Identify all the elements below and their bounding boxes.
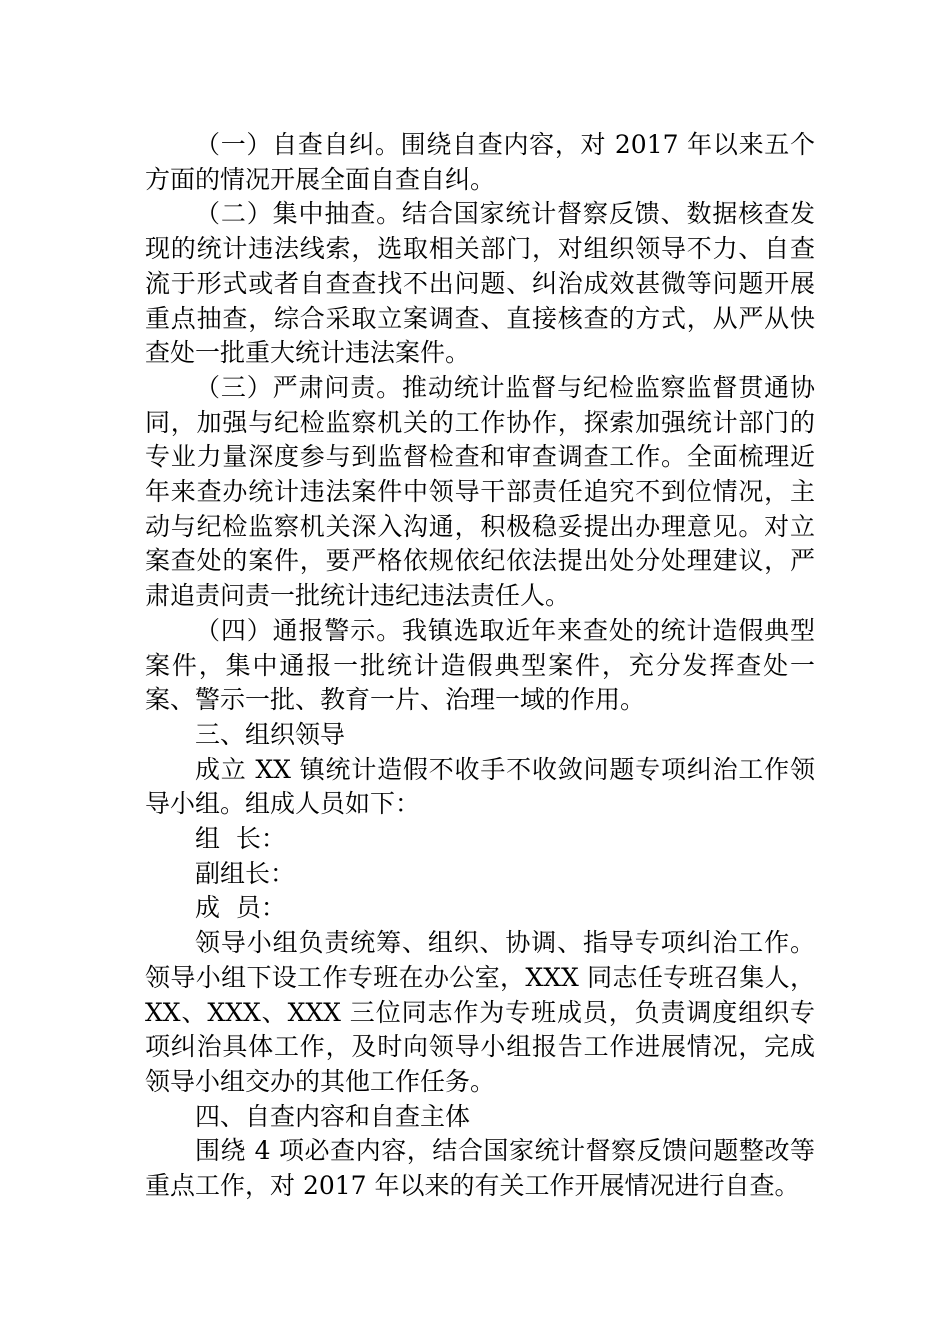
document-page xyxy=(145,128,815,1204)
section-heading-self-check-content: 四、自查内容和自查主体 xyxy=(195,1101,471,1131)
group-leader-line: 组 长： xyxy=(195,824,286,854)
paragraph-warning: （四）通报警示。我镇选取近年来查处的统计造假典型案件，集中通报一批统计造假典型案件，充分发挥查处一案、警示一批、教育一片、治理一域的作用。 xyxy=(145,615,815,715)
deputy-leader-line: 副组长： xyxy=(195,858,296,888)
members-line: 成 员： xyxy=(195,893,286,923)
paragraph-leading-group: 成立 XX 镇统计造假不收手不收敛问题专项纠治工作领导小组。组成人员如下： xyxy=(145,754,815,819)
paragraph-accountability: （三）严肃问责。推动统计监督与纪检监察监督贯通协同，加强与纪检监察机关的工作协作，探索加强统计部门的专业力量深度参与到监督检查和审查调查工作。全面梳理近年来查办统计违法案件中领导干部责任追究不到位情况，主动与纪检监察机关深入沟通，积极稳妥提出办理意见。对立案查处的案件，要严格依规依纪依法提出处分处理建议，严肃追责问责一批统计违纪违法责任人。 xyxy=(145,372,815,611)
paragraph-spot-check: （二）集中抽查。结合国家统计督察反馈、数据核查发现的统计违法线索，选取相关部门，对组织领导不力、自查流于形式或者自查查找不出问题、纠治成效甚微等问题开展重点抽查，综合采取立案调查、直接核查的方式，从严从快查处一批重大统计违法案件。 xyxy=(145,199,815,368)
paragraph-group-duties: 领导小组负责统筹、组织、协调、指导专项纠治工作。领导小组下设工作专班在办公室，XXX 同志任专班召集人，XX、XXX、XXX 三位同志作为专班成员，负责调度组织专项纠治具体工作，及时向领导小组报告工作进展情况，完成领导小组交办的其他工作任务。 xyxy=(145,928,815,1096)
section-heading-organization: 三、组织领导 xyxy=(195,719,346,749)
paragraph-self-check-content: 围绕 4 项必查内容，结合国家统计督察反馈问题整改等重点工作，对 2017 年以来的有关工作开展情况进行自查。 xyxy=(145,1136,815,1201)
paragraph-self-check: （一）自查自纠。围绕自查内容，对 2017 年以来五个方面的情况开展全面自查自纠。 xyxy=(145,130,815,194)
